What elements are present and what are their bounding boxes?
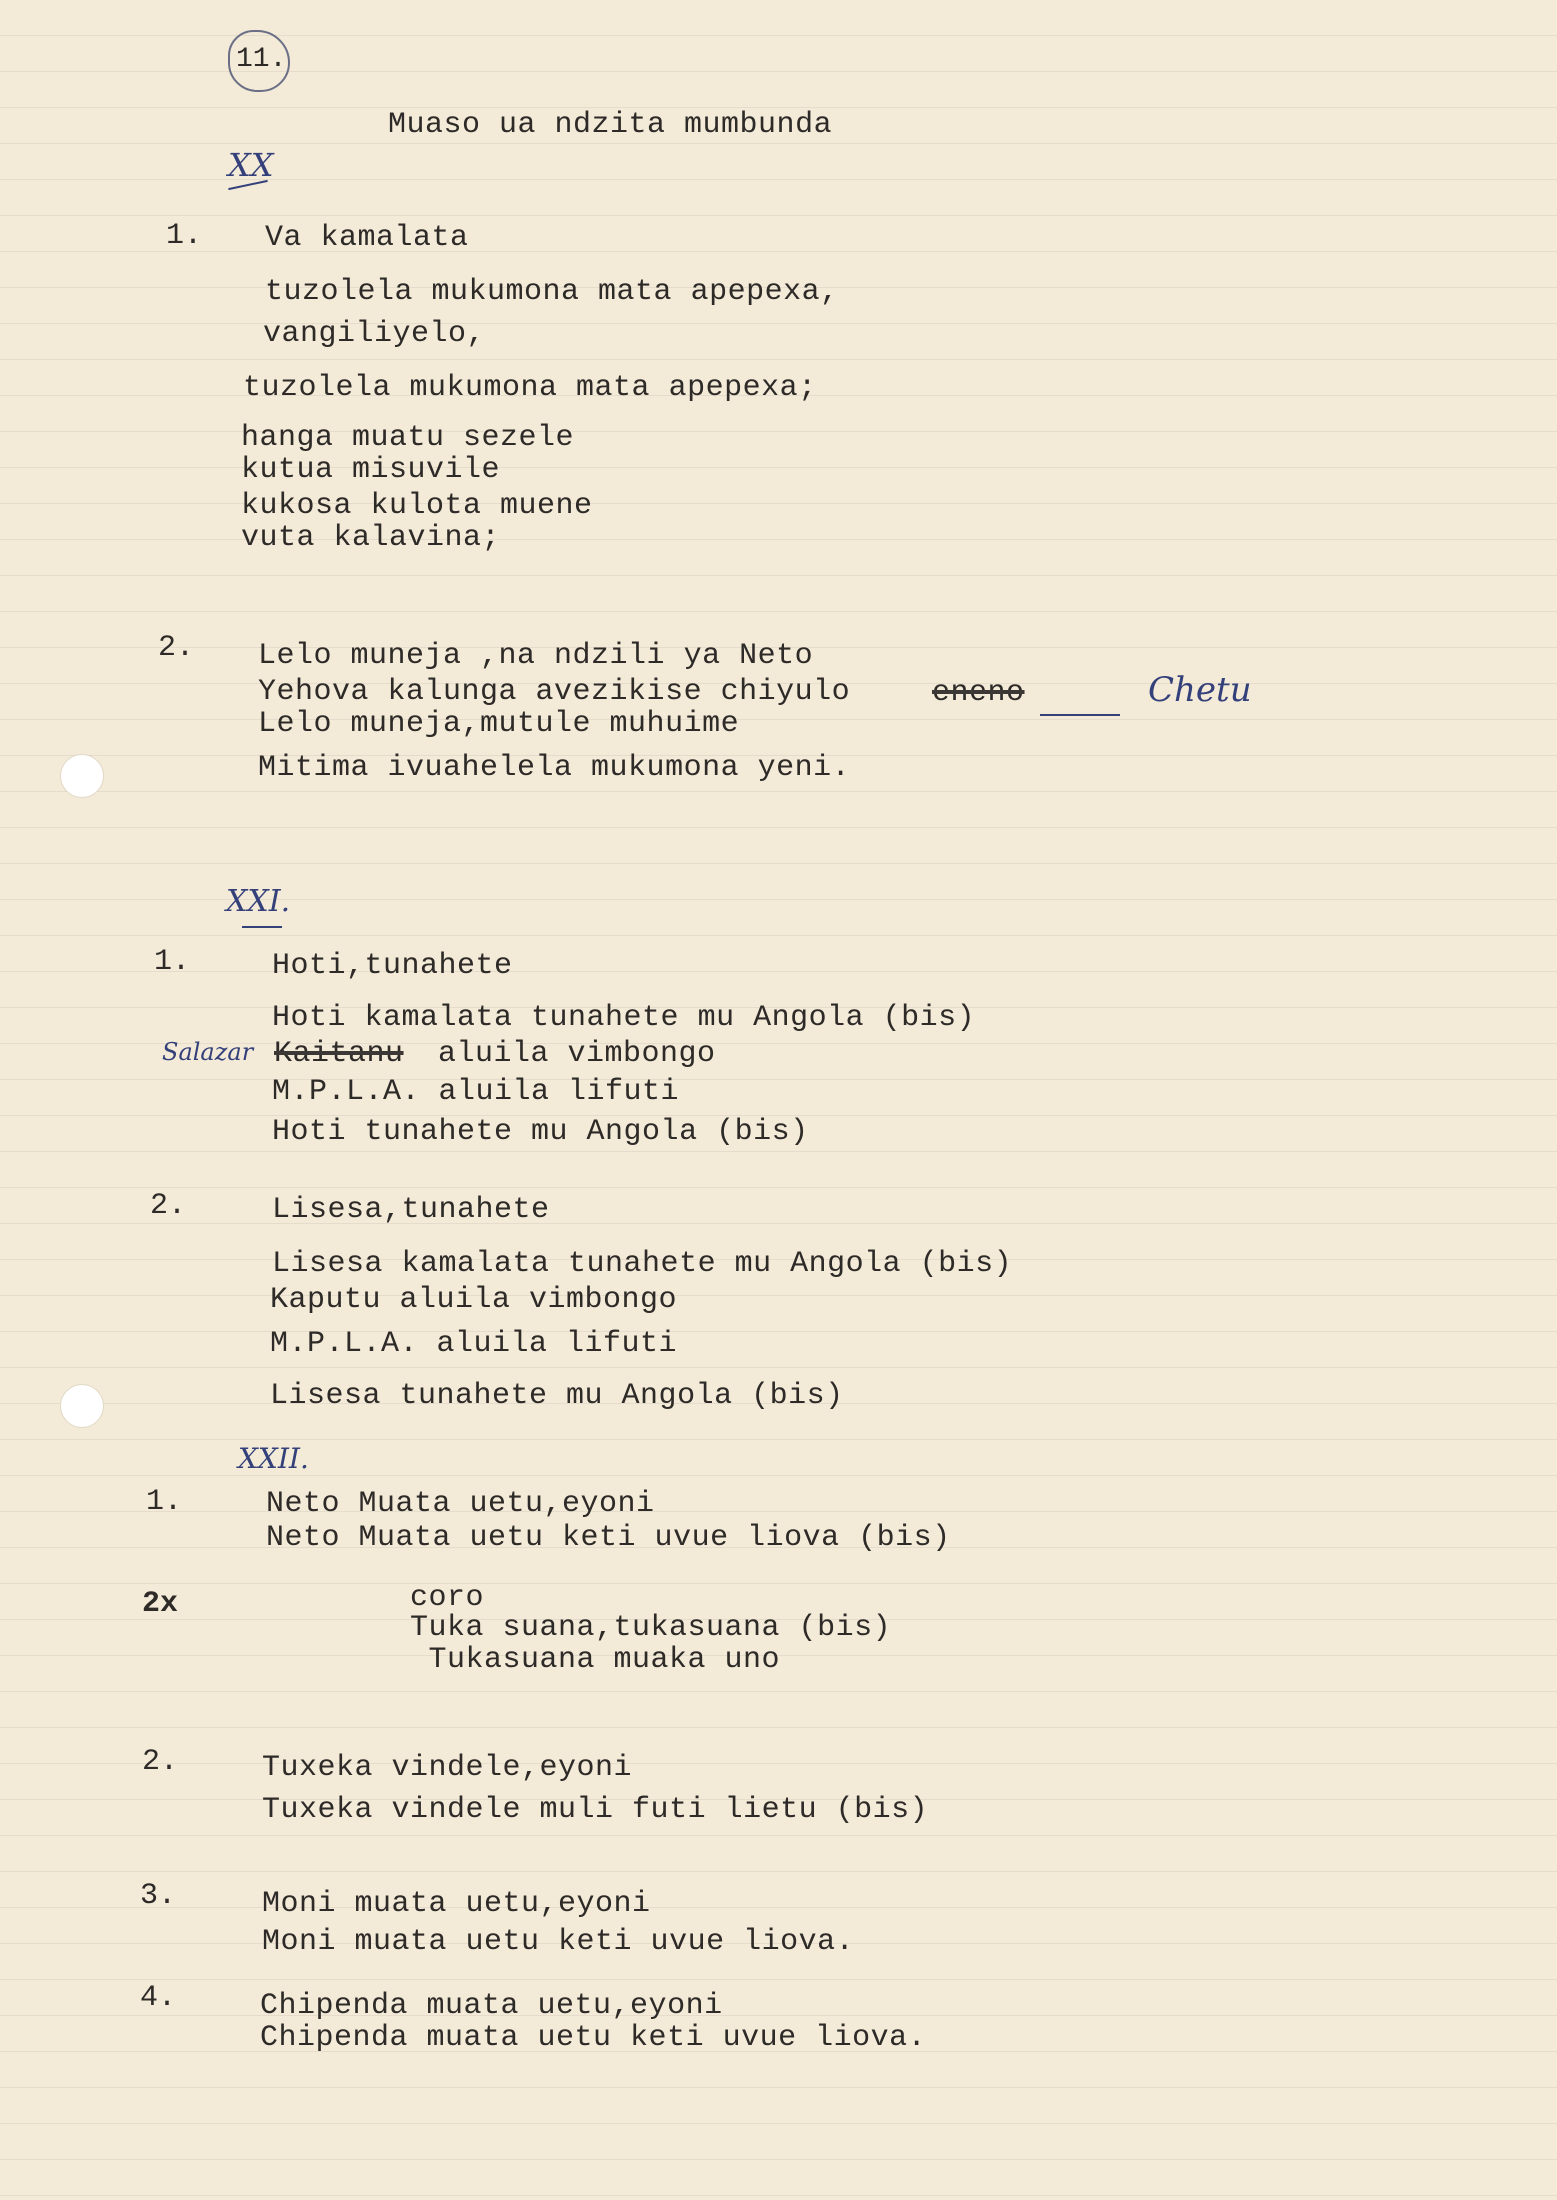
verse-line: Moni muata uetu keti uvue liova. <box>262 1925 855 1959</box>
verse-line: vangiliyelo, <box>263 317 486 351</box>
verse-number: 2. <box>158 631 195 665</box>
section-numeral: XXII. <box>238 1442 309 1475</box>
verse-line: tuzolela mukumona mata apepexa; <box>243 371 817 405</box>
verse-line: kukosa kulota muene <box>241 489 593 523</box>
verse-line: vuta kalavina; <box>241 521 501 555</box>
verse-line: M.P.L.A. aluila lifuti <box>270 1327 678 1361</box>
verse-number: 2. <box>142 1745 179 1779</box>
verse-line: Neto Muata uetu,eyoni <box>266 1487 655 1521</box>
section-numeral-underline <box>242 926 282 928</box>
chorus-line: Tuka suana,tukasuana (bis) <box>410 1611 892 1645</box>
verse-line: tuzolela mukumona mata apepexa, <box>265 275 839 309</box>
struck-word: eneno <box>932 676 1025 710</box>
repeat-marker: 2x <box>142 1587 179 1621</box>
verse-number: 4. <box>140 1981 177 2015</box>
verse-line: Lelo muneja,mutule muhuime <box>258 707 740 741</box>
verse-line: Chipenda muata uetu,eyoni <box>260 1989 723 2023</box>
struck-word: Kaitanu <box>274 1037 404 1071</box>
verse-number: 3. <box>140 1879 177 1913</box>
verse-line: Moni muata uetu,eyoni <box>262 1887 651 1921</box>
verse-line: Lisesa,tunahete <box>272 1193 550 1227</box>
verse-number: 2. <box>150 1189 187 1223</box>
page-title: Muaso ua ndzita mumbunda <box>388 108 833 142</box>
verse-number: 1. <box>146 1485 183 1519</box>
verse-number: 1. <box>154 945 191 979</box>
verse-line: Hoti tunahete mu Angola (bis) <box>272 1115 809 1149</box>
verse-line: Lisesa tunahete mu Angola (bis) <box>270 1379 844 1413</box>
verse-line: Tuxeka vindele,eyoni <box>262 1751 633 1785</box>
verse-line: Chipenda muata uetu keti uvue liova. <box>260 2021 927 2055</box>
verse-line: Yehova kalunga avezikise chiyulo <box>258 675 851 709</box>
punch-hole-bottom <box>60 1384 104 1428</box>
verse-line: Neto Muata uetu keti uvue liova (bis) <box>266 1521 951 1555</box>
verse-line: Mitima ivuahelela mukumona yeni. <box>258 751 851 785</box>
verse-line: Lelo muneja ,na ndzili ya Neto <box>258 639 814 673</box>
verse-line: Va kamalata <box>265 221 469 255</box>
page-number: 11. <box>236 44 287 75</box>
verse-line: Lisesa kamalata tunahete mu Angola (bis) <box>272 1247 1013 1281</box>
section-numeral: XXI. <box>226 884 291 919</box>
punch-hole-top <box>60 754 104 798</box>
verse-line: Hoti kamalata tunahete mu Angola (bis) <box>272 1001 976 1035</box>
chorus-label: coro <box>410 1581 485 1615</box>
verse-line: Hoti,tunahete <box>272 949 513 983</box>
verse-line: kutua misuvile <box>241 453 501 487</box>
verse-number: 1. <box>166 219 203 253</box>
verse-line: aluila vimbongo <box>438 1037 716 1071</box>
correction-line <box>1040 714 1120 716</box>
chorus-line: Tukasuana muaka uno <box>410 1643 781 1677</box>
verse-line: Kaputu aluila vimbongo <box>270 1283 678 1317</box>
section-numeral: XX <box>228 146 274 184</box>
verse-line: M.P.L.A. aluila lifuti <box>272 1075 680 1109</box>
verse-line: Tuxeka vindele muli futi lietu (bis) <box>262 1793 929 1827</box>
handwritten-correction: Chetu <box>1148 670 1252 710</box>
handwritten-correction: Salazar <box>162 1038 254 1066</box>
verse-line: hanga muatu sezele <box>241 421 575 455</box>
